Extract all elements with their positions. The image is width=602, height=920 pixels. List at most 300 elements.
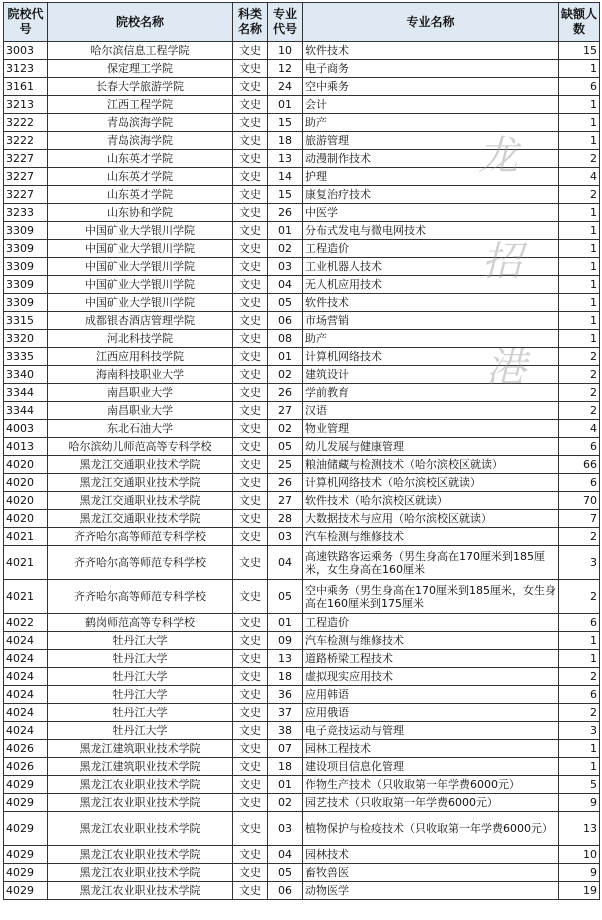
table-row: [4, 132, 600, 150]
cell-vacancy: 2: [559, 186, 600, 204]
cell-major-code: 26: [268, 384, 303, 402]
cell-vacancy: 4: [559, 420, 600, 438]
cell-category: 文史: [233, 650, 268, 668]
cell-category: 文史: [233, 294, 268, 312]
cell-vacancy: 1: [559, 758, 600, 776]
cell-major-name: 学前教育: [303, 384, 559, 402]
cell-major-name: 工程造价: [303, 614, 559, 632]
cell-major-code: 12: [268, 60, 303, 78]
cell-school-name: 中国矿业大学银川学院: [48, 240, 233, 258]
cell-major-code: 06: [268, 312, 303, 330]
cell-category: 文史: [233, 704, 268, 722]
cell-major-code: 06: [268, 882, 303, 900]
watermark-char: 招: [482, 239, 522, 285]
cell-major-code: 05: [268, 294, 303, 312]
cell-category: 文史: [233, 864, 268, 882]
cell-category: 文史: [233, 456, 268, 474]
cell-major-name: 园林工程技术: [303, 740, 559, 758]
cell-major-code: 14: [268, 168, 303, 186]
cell-school-name: 黑龙江交通职业技术学院: [48, 474, 233, 492]
cell-major-name: 空中乘务: [303, 78, 559, 96]
cell-school-code: 3123: [4, 60, 48, 78]
cell-school-code: 4021: [4, 546, 48, 580]
cell-vacancy: 6: [559, 686, 600, 704]
cell-major-code: 02: [268, 420, 303, 438]
cell-school-name: 牡丹江大学: [48, 704, 233, 722]
cell-category: 文史: [233, 546, 268, 580]
col-header-vacancy: 缺额人数: [559, 3, 600, 42]
cell-major-name: 旅游管理: [303, 132, 559, 150]
cell-major-code: 27: [268, 402, 303, 420]
cell-major-code: 18: [268, 132, 303, 150]
cell-school-name: 牡丹江大学: [48, 686, 233, 704]
cell-major-name: 大数据技术与应用（哈尔滨校区就读）: [303, 510, 559, 528]
cell-school-code: 4003: [4, 420, 48, 438]
cell-vacancy: 1: [559, 294, 600, 312]
col-header-major-code: 专业代号: [268, 3, 303, 42]
cell-category: 文史: [233, 60, 268, 78]
cell-school-name: 南昌职业大学: [48, 384, 233, 402]
cell-vacancy: 1: [559, 222, 600, 240]
cell-school-name: 青岛滨海学院: [48, 132, 233, 150]
cell-vacancy: 2: [559, 668, 600, 686]
cell-major-name: 高速铁路客运乘务（男生身高在170厘米到185厘米，女生身高在160厘米: [303, 546, 559, 580]
table-row: [4, 204, 600, 222]
cell-vacancy: 6: [559, 438, 600, 456]
table-row: [4, 96, 600, 114]
table-row: [4, 580, 600, 614]
cell-school-code: 4020: [4, 510, 48, 528]
cell-school-code: 4029: [4, 776, 48, 794]
table-row: [4, 438, 600, 456]
cell-major-name: 应用韩语: [303, 686, 559, 704]
cell-vacancy: 1: [559, 740, 600, 758]
cell-major-name: 植物保护与检疫技术（只收取第一年学费6000元）: [303, 812, 559, 846]
cell-category: 文史: [233, 276, 268, 294]
cell-major-name: 应用俄语: [303, 704, 559, 722]
cell-school-name: 鹤岗师范高等专科学校: [48, 614, 233, 632]
cell-major-code: 05: [268, 864, 303, 882]
cell-major-code: 01: [268, 776, 303, 794]
cell-major-code: 28: [268, 510, 303, 528]
cell-school-code: 4022: [4, 614, 48, 632]
cell-school-code: 4029: [4, 882, 48, 900]
cell-vacancy: 2: [559, 528, 600, 546]
cell-school-code: 3309: [4, 294, 48, 312]
cell-school-code: 3222: [4, 114, 48, 132]
cell-major-name: 计算机网络技术（哈尔滨校区就读）: [303, 474, 559, 492]
col-header-category: 科类名称: [233, 3, 268, 42]
cell-vacancy: 6: [559, 474, 600, 492]
cell-school-code: 4029: [4, 794, 48, 812]
cell-vacancy: 15: [559, 42, 600, 60]
cell-major-code: 03: [268, 528, 303, 546]
cell-vacancy: 66: [559, 456, 600, 474]
table-row: [4, 650, 600, 668]
cell-school-code: 3227: [4, 186, 48, 204]
cell-major-name: 助产: [303, 330, 559, 348]
table-row: [4, 150, 600, 168]
cell-school-code: 3227: [4, 168, 48, 186]
cell-category: 文史: [233, 168, 268, 186]
table-row: [4, 686, 600, 704]
cell-major-code: 01: [268, 348, 303, 366]
cell-school-code: 4013: [4, 438, 48, 456]
cell-category: 文史: [233, 366, 268, 384]
cell-category: 文史: [233, 150, 268, 168]
cell-school-name: 山东英才学院: [48, 186, 233, 204]
cell-major-code: 13: [268, 150, 303, 168]
cell-school-code: 3309: [4, 222, 48, 240]
cell-school-code: 4020: [4, 456, 48, 474]
cell-category: 文史: [233, 882, 268, 900]
cell-category: 文史: [233, 222, 268, 240]
cell-category: 文史: [233, 758, 268, 776]
cell-vacancy: 5: [559, 776, 600, 794]
cell-major-code: 01: [268, 614, 303, 632]
cell-school-name: 齐齐哈尔高等师范专科学校: [48, 528, 233, 546]
cell-school-name: 长春大学旅游学院: [48, 78, 233, 96]
cell-vacancy: 1: [559, 258, 600, 276]
cell-category: 文史: [233, 740, 268, 758]
cell-major-name: 工业机器人技术: [303, 258, 559, 276]
cell-vacancy: 10: [559, 846, 600, 864]
cell-major-code: 01: [268, 222, 303, 240]
cell-major-code: 15: [268, 186, 303, 204]
cell-category: 文史: [233, 614, 268, 632]
cell-school-code: 3213: [4, 96, 48, 114]
cell-vacancy: 2: [559, 150, 600, 168]
cell-category: 文史: [233, 96, 268, 114]
cell-category: 文史: [233, 668, 268, 686]
cell-school-code: 3320: [4, 330, 48, 348]
cell-vacancy: 6: [559, 614, 600, 632]
cell-category: 文史: [233, 384, 268, 402]
cell-vacancy: 2: [559, 704, 600, 722]
table-row: [4, 864, 600, 882]
cell-major-code: 18: [268, 758, 303, 776]
table-row: [4, 276, 600, 294]
cell-major-code: 02: [268, 240, 303, 258]
cell-category: 文史: [233, 492, 268, 510]
cell-school-name: 哈尔滨幼儿师范高等专科学校: [48, 438, 233, 456]
cell-school-name: 黑龙江农业职业技术学院: [48, 812, 233, 846]
cell-school-name: 河北科技学院: [48, 330, 233, 348]
cell-major-code: 26: [268, 474, 303, 492]
cell-school-code: 4020: [4, 492, 48, 510]
cell-major-name: 汉语: [303, 402, 559, 420]
cell-major-name: 空中乘务（男生身高在170厘米到185厘米，女生身高在160厘米到175厘米: [303, 580, 559, 614]
cell-school-name: 中国矿业大学银川学院: [48, 258, 233, 276]
cell-school-code: 4024: [4, 650, 48, 668]
cell-school-name: 中国矿业大学银川学院: [48, 294, 233, 312]
cell-major-name: 动物医学: [303, 882, 559, 900]
cell-category: 文史: [233, 114, 268, 132]
cell-school-name: 黑龙江农业职业技术学院: [48, 864, 233, 882]
cell-vacancy: 1: [559, 632, 600, 650]
cell-category: 文史: [233, 240, 268, 258]
cell-category: 文史: [233, 528, 268, 546]
cell-vacancy: 3: [559, 546, 600, 580]
cell-category: 文史: [233, 186, 268, 204]
cell-major-code: 15: [268, 114, 303, 132]
cell-school-code: 4024: [4, 668, 48, 686]
cell-school-name: 山东英才学院: [48, 168, 233, 186]
cell-major-name: 计算机网络技术: [303, 348, 559, 366]
table-row: [4, 42, 600, 60]
cell-major-code: 08: [268, 330, 303, 348]
cell-major-code: 38: [268, 722, 303, 740]
cell-school-code: 3344: [4, 402, 48, 420]
cell-category: 文史: [233, 420, 268, 438]
cell-major-name: 分布式发电与微电网技术: [303, 222, 559, 240]
cell-vacancy: 9: [559, 794, 600, 812]
col-header-major-name: 专业名称: [303, 3, 559, 42]
cell-major-code: 04: [268, 846, 303, 864]
cell-school-name: 牡丹江大学: [48, 650, 233, 668]
cell-school-name: 江西工程学院: [48, 96, 233, 114]
cell-category: 文史: [233, 204, 268, 222]
cell-vacancy: 1: [559, 96, 600, 114]
cell-school-code: 4029: [4, 812, 48, 846]
cell-major-code: 05: [268, 438, 303, 456]
cell-school-code: 3315: [4, 312, 48, 330]
table-row: [4, 168, 600, 186]
cell-major-name: 道路桥梁工程技术: [303, 650, 559, 668]
cell-school-name: 哈尔滨信息工程学院: [48, 42, 233, 60]
cell-vacancy: 2: [559, 384, 600, 402]
table-header-row: [4, 3, 600, 42]
table-row: [4, 420, 600, 438]
cell-school-name: 黑龙江农业职业技术学院: [48, 882, 233, 900]
cell-vacancy: 19: [559, 882, 600, 900]
cell-major-name: 园艺技术（只收取第一年学费6000元）: [303, 794, 559, 812]
cell-category: 文史: [233, 812, 268, 846]
table-row: [4, 528, 600, 546]
cell-major-name: 畜牧兽医: [303, 864, 559, 882]
cell-category: 文史: [233, 258, 268, 276]
cell-category: 文史: [233, 330, 268, 348]
col-header-school-name: 院校名称: [48, 3, 233, 42]
cell-major-name: 物业管理: [303, 420, 559, 438]
cell-school-name: 黑龙江建筑职业技术学院: [48, 758, 233, 776]
cell-major-name: 粮油储藏与检测技术（哈尔滨校区就读）: [303, 456, 559, 474]
cell-school-name: 黑龙江农业职业技术学院: [48, 794, 233, 812]
table-row: [4, 474, 600, 492]
cell-category: 文史: [233, 132, 268, 150]
cell-major-code: 04: [268, 546, 303, 580]
table-row: [4, 846, 600, 864]
cell-school-code: 4021: [4, 528, 48, 546]
cell-vacancy: 1: [559, 132, 600, 150]
cell-vacancy: 9: [559, 864, 600, 882]
cell-school-name: 山东协和学院: [48, 204, 233, 222]
cell-major-code: 07: [268, 740, 303, 758]
cell-school-name: 黑龙江农业职业技术学院: [48, 776, 233, 794]
cell-school-name: 牡丹江大学: [48, 632, 233, 650]
cell-school-code: 3161: [4, 78, 48, 96]
cell-major-name: 康复治疗技术: [303, 186, 559, 204]
cell-school-code: 3233: [4, 204, 48, 222]
cell-category: 文史: [233, 510, 268, 528]
table-row: [4, 384, 600, 402]
cell-category: 文史: [233, 846, 268, 864]
cell-major-code: 24: [268, 78, 303, 96]
cell-school-name: 南昌职业大学: [48, 402, 233, 420]
cell-vacancy: 1: [559, 204, 600, 222]
cell-school-code: 3309: [4, 276, 48, 294]
cell-major-name: 护理: [303, 168, 559, 186]
cell-school-name: 齐齐哈尔高等师范专科学校: [48, 580, 233, 614]
cell-major-name: 电子竞技运动与管理: [303, 722, 559, 740]
table-row: [4, 776, 600, 794]
table-row: [4, 114, 600, 132]
cell-major-code: 09: [268, 632, 303, 650]
cell-major-name: 汽车检测与维修技术: [303, 528, 559, 546]
watermark-char: 港: [486, 345, 526, 391]
cell-vacancy: 1: [559, 312, 600, 330]
cell-major-name: 幼儿发展与健康管理: [303, 438, 559, 456]
cell-major-name: 作物生产技术（只收取第一年学费6000元）: [303, 776, 559, 794]
cell-category: 文史: [233, 348, 268, 366]
cell-school-name: 黑龙江交通职业技术学院: [48, 510, 233, 528]
cell-major-code: 03: [268, 258, 303, 276]
cell-school-code: 4021: [4, 580, 48, 614]
cell-major-name: 无人机应用技术: [303, 276, 559, 294]
table-row: [4, 312, 600, 330]
cell-school-code: 3309: [4, 240, 48, 258]
table-body: [4, 42, 600, 900]
cell-school-name: 齐齐哈尔高等师范专科学校: [48, 546, 233, 580]
cell-school-code: 3222: [4, 132, 48, 150]
cell-category: 文史: [233, 42, 268, 60]
table-row: [4, 668, 600, 686]
cell-major-code: 05: [268, 580, 303, 614]
cell-major-name: 软件技术（哈尔滨校区就读）: [303, 492, 559, 510]
cell-vacancy: 1: [559, 276, 600, 294]
cell-category: 文史: [233, 686, 268, 704]
cell-vacancy: 2: [559, 348, 600, 366]
table-row: [4, 882, 600, 900]
watermark-char: 龙: [478, 133, 518, 179]
cell-category: 文史: [233, 580, 268, 614]
cell-school-name: 黑龙江建筑职业技术学院: [48, 740, 233, 758]
cell-vacancy: 7: [559, 510, 600, 528]
cell-major-name: 建设项目信息化管理: [303, 758, 559, 776]
cell-category: 文史: [233, 312, 268, 330]
cell-school-name: 黑龙江交通职业技术学院: [48, 492, 233, 510]
cell-major-code: 04: [268, 276, 303, 294]
cell-major-code: 18: [268, 668, 303, 686]
cell-major-name: 动漫制作技术: [303, 150, 559, 168]
cell-major-code: 37: [268, 704, 303, 722]
cell-major-code: 27: [268, 492, 303, 510]
cell-school-name: 山东英才学院: [48, 150, 233, 168]
cell-category: 文史: [233, 474, 268, 492]
cell-major-name: 汽车检测与维修技术: [303, 632, 559, 650]
cell-major-code: 10: [268, 42, 303, 60]
table-row: [4, 348, 600, 366]
cell-school-name: 牡丹江大学: [48, 668, 233, 686]
cell-vacancy: 1: [559, 650, 600, 668]
table-row: [4, 794, 600, 812]
cell-school-name: 中国矿业大学银川学院: [48, 222, 233, 240]
cell-vacancy: 2: [559, 402, 600, 420]
cell-school-code: 4026: [4, 740, 48, 758]
cell-vacancy: 1: [559, 114, 600, 132]
table-row: [4, 294, 600, 312]
table-row: [4, 240, 600, 258]
cell-vacancy: 70: [559, 492, 600, 510]
cell-vacancy: 4: [559, 168, 600, 186]
table-row: [4, 546, 600, 580]
cell-major-name: 会计: [303, 96, 559, 114]
cell-major-name: 助产: [303, 114, 559, 132]
cell-major-name: 工程造价: [303, 240, 559, 258]
cell-school-code: 4024: [4, 632, 48, 650]
table-row: [4, 78, 600, 96]
cell-major-name: 电子商务: [303, 60, 559, 78]
cell-vacancy: 1: [559, 330, 600, 348]
cell-major-name: 软件技术: [303, 42, 559, 60]
table-row: [4, 456, 600, 474]
cell-major-name: 中医学: [303, 204, 559, 222]
cell-vacancy: 13: [559, 812, 600, 846]
cell-major-code: 02: [268, 794, 303, 812]
table-row: [4, 366, 600, 384]
cell-major-code: 26: [268, 204, 303, 222]
table-row: [4, 740, 600, 758]
table-row: [4, 812, 600, 846]
cell-category: 文史: [233, 402, 268, 420]
cell-school-code: 4024: [4, 704, 48, 722]
cell-major-code: 03: [268, 812, 303, 846]
cell-school-code: 3309: [4, 258, 48, 276]
table-row: [4, 186, 600, 204]
col-header-school-code: 院校代号: [4, 3, 48, 42]
cell-school-code: 3227: [4, 150, 48, 168]
cell-school-code: 4024: [4, 722, 48, 740]
cell-school-code: 4029: [4, 864, 48, 882]
cell-school-code: 4020: [4, 474, 48, 492]
cell-category: 文史: [233, 438, 268, 456]
cell-major-code: 36: [268, 686, 303, 704]
cell-vacancy: 6: [559, 78, 600, 96]
cell-major-code: 02: [268, 366, 303, 384]
table-row: [4, 614, 600, 632]
cell-major-name: 虚拟现实应用技术: [303, 668, 559, 686]
cell-category: 文史: [233, 722, 268, 740]
cell-vacancy: 2: [559, 580, 600, 614]
table-row: [4, 722, 600, 740]
cell-school-name: 黑龙江农业职业技术学院: [48, 846, 233, 864]
cell-major-name: 园林技术: [303, 846, 559, 864]
cell-school-name: 海南科技职业大学: [48, 366, 233, 384]
cell-major-name: 市场营销: [303, 312, 559, 330]
cell-school-name: 保定理工学院: [48, 60, 233, 78]
cell-major-code: 25: [268, 456, 303, 474]
cell-school-name: 江西应用科技学院: [48, 348, 233, 366]
cell-category: 文史: [233, 78, 268, 96]
table-row: [4, 258, 600, 276]
cell-school-name: 青岛滨海学院: [48, 114, 233, 132]
cell-school-code: 3003: [4, 42, 48, 60]
cell-category: 文史: [233, 776, 268, 794]
cell-school-code: 4026: [4, 758, 48, 776]
cell-school-name: 牡丹江大学: [48, 722, 233, 740]
cell-school-name: 成都银杏酒店管理学院: [48, 312, 233, 330]
cell-major-name: 建筑设计: [303, 366, 559, 384]
